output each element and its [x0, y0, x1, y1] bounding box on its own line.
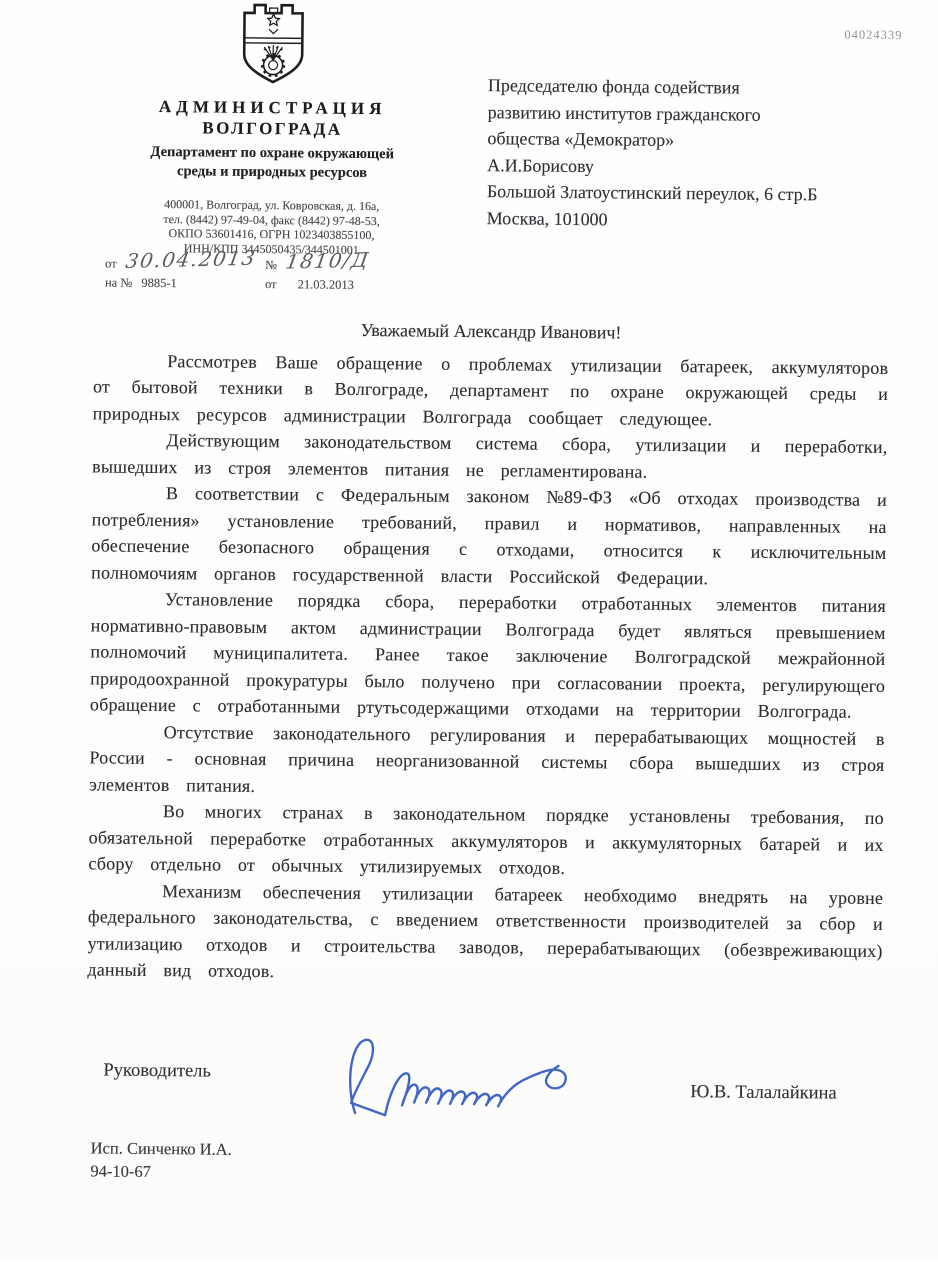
executor-name: Исп. Синченко И.А.	[90, 1138, 232, 1159]
recipient-line: Москва, 101000	[486, 207, 608, 229]
address-line: 400001, Волгоград, ул. Ковровская, д. 16а,	[164, 197, 380, 214]
recipient-line: Большой Златоустинский переулок, 6 стр.Б	[486, 181, 818, 205]
recipient-line: общества «Демократор»	[487, 128, 675, 150]
department-line2: среды и природных ресурсов	[177, 162, 368, 181]
volgograd-coat-of-arms-icon	[235, 2, 312, 94]
outgoing-number-handwritten: 1810/Д	[284, 247, 372, 274]
recipient-block	[487, 72, 914, 235]
paragraph: Механизм обеспечения утилизации батареек необходимо внедрять на уровне федерального законодательства, с введением ответственности производителей за сбор и утилизацию отходов и строительства заводов, перерабатывающих (обезвреживающих) данный вид отходов.	[87, 880, 884, 982]
incoming-reference-row	[105, 276, 425, 294]
executor-block	[90, 1136, 232, 1183]
incoming-date	[265, 277, 425, 294]
incoming-date-value: 21.03.2013	[297, 277, 354, 292]
outgoing-number	[265, 247, 425, 276]
address-line: тел. (8442) 97-49-04, факс (8442) 97-48-53,	[163, 211, 380, 228]
signer-title: Руководитель	[103, 1060, 211, 1082]
recipient-line: развитию институтов гражданского	[487, 101, 761, 125]
paragraph: Отсутствие законодательного регулирования и перерабатывающих мощностей в России - основная причина неорганизованной системы сбора вышедших из строя элементов питания.	[89, 721, 885, 796]
incoming-date-label: от	[264, 277, 277, 292]
salutation: Уважаемый Александр Иванович!	[360, 319, 622, 343]
outgoing-date-handwritten: 30.04.2013	[123, 245, 258, 273]
signature-ink-icon	[339, 1029, 595, 1123]
org-name-line2: ВОЛГОГРАДА	[202, 118, 343, 139]
incoming-number	[105, 276, 265, 293]
letter-body	[87, 314, 888, 990]
executor-phone: 94-10-67	[90, 1161, 152, 1181]
paragraph: Рассмотрев Ваше обращение о проблемах утилизации батареек, аккумуляторов от бытовой техники в Волгограде, департамент по охране окружающей среды и природных ресурсов администрации Волгограда сообщает следующее.	[92, 350, 889, 429]
paragraph: Во многих странах в законодательном порядке установлены требования, по обязательной переработке отработанных аккумуляторов и аккумуляторных батарей и их сбору отдельно от обычных утилизируемых отходов.	[88, 801, 884, 878]
paragraph: Действующим законодательством система сбора, утилизации и переработки, вышедших из строя элементов питания не регламентирована.	[92, 430, 888, 482]
outgoing-date	[105, 245, 265, 275]
signer-name: Ю.В. Талалайкина	[690, 1082, 837, 1104]
incoming-number-label: на №	[104, 275, 133, 290]
scan-id-number: 04024339	[844, 27, 903, 43]
outgoing-date-label: от	[105, 256, 117, 271]
org-name-line1: АДМИНИСТРАЦИЯ	[158, 97, 387, 119]
letterhead	[95, 0, 449, 257]
address-line: ОКПО 53601416, ОГРН 1023403855100,	[168, 226, 375, 243]
recipient-line: Председателю фонда содействия	[487, 75, 740, 98]
incoming-number-value: 9885-1	[141, 275, 177, 291]
paragraph: Установление порядка сбора, переработки отработанных элементов питания нормативно-правовым актом администрации Волгограда будет являться превышением полномочий муниципалитета. Ранее такое заключение Волгоградской межрайонной природоохранной прокуратуры было получено при согласовании проекта, регулирующего обращение с отработанными ртутьсодержащими отходами на территории Волгограда.	[89, 589, 887, 722]
department-line1: Департамент по охране окружающей	[150, 143, 395, 163]
recipient-line: А.И.Борисову	[487, 154, 595, 176]
paragraph: В соответствии с Федеральным законом №89-ФЗ «Об отходах производства и потребления» установление требований, правил и нормативов, направленных на обеспечение безопасного обращения с отходами, относится к исключительным полномочиям органов государственной власти Российской Федерации.	[91, 483, 888, 588]
address-line: ИНН/КПП 3445050435/344501001	[183, 240, 359, 257]
outgoing-number-label: №	[265, 258, 278, 273]
department-name	[96, 142, 448, 182]
